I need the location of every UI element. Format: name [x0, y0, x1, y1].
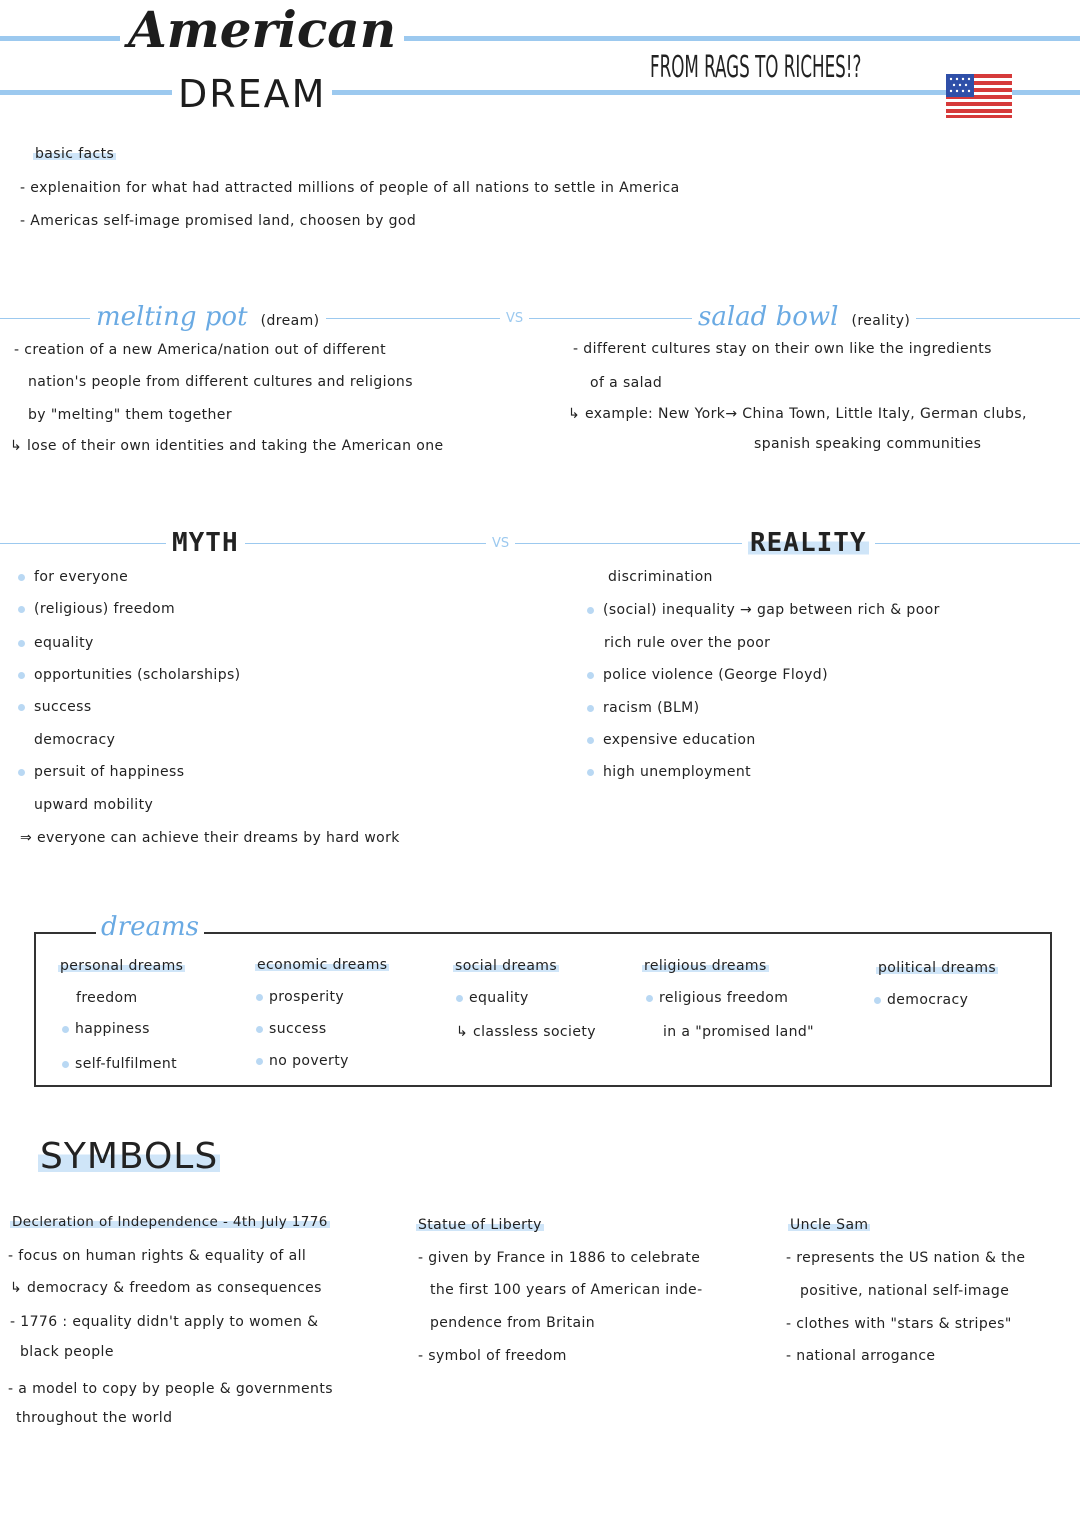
section-rule-myth: [0, 543, 1080, 544]
basic-facts-heading: basic facts: [35, 146, 115, 162]
reality-item: (social) inequality → gap between rich & poor: [587, 602, 940, 618]
salad-line: ↳ example: New York→ China Town, Little Italy, German clubs,: [568, 406, 1027, 422]
basic-fact-line: - Americas self-image promised land, choosen by god: [20, 213, 417, 229]
myth-item: for everyone: [18, 569, 128, 585]
reality-item: police violence (George Floyd): [587, 667, 828, 683]
declaration-title: Decleration of Independence - 4th July 1776: [12, 1214, 328, 1230]
uncle-sam-line: - national arrogance: [786, 1348, 936, 1364]
salad-bowl-title: salad bowl (reality): [692, 302, 916, 332]
uncle-sam-line: positive, national self-image: [800, 1283, 1010, 1299]
dream-item: in a "promised land": [663, 1024, 815, 1040]
dream-item: democracy: [874, 992, 968, 1008]
myth-conclusion: ⇒ everyone can achieve their dreams by hard work: [20, 830, 400, 846]
myth-item: democracy: [34, 732, 116, 748]
reality-heading: REALITY: [742, 528, 875, 558]
liberty-title: Statue of Liberty: [418, 1217, 542, 1233]
liberty-line: - given by France in 1886 to celebrate: [418, 1250, 701, 1266]
salad-line: of a salad: [590, 375, 663, 391]
title-american: American: [120, 0, 404, 59]
reality-item: racism (BLM): [587, 700, 700, 716]
dreams-label: dreams: [96, 912, 204, 942]
declaration-line: - 1776 : equality didn't apply to women &: [10, 1314, 319, 1330]
declaration-line: ↳ democracy & freedom as consequences: [10, 1280, 322, 1296]
dream-item: freedom: [76, 990, 138, 1006]
dream-column-title: religious dreams: [644, 958, 767, 974]
myth-item: persuit of happiness: [18, 764, 184, 780]
liberty-line: the first 100 years of American inde-: [430, 1282, 703, 1298]
reality-item: high unemployment: [587, 764, 751, 780]
vs-label: VS: [486, 536, 515, 551]
salad-line: spanish speaking communities: [754, 436, 982, 452]
dream-column-title: social dreams: [455, 958, 558, 974]
dream-item: success: [256, 1021, 327, 1037]
reality-item: discrimination: [608, 569, 713, 585]
declaration-line: - focus on human rights & equality of all: [8, 1248, 307, 1264]
melting-line: nation's people from different cultures and religions: [28, 374, 413, 390]
salad-line: - different cultures stay on their own like the ingredients: [573, 341, 992, 357]
vs-label: VS: [500, 311, 529, 326]
uncle-sam-line: - clothes with "stars & stripes": [786, 1316, 1012, 1332]
basic-fact-line: - explenaition for what had attracted millions of people of all nations to settle in America: [20, 180, 680, 196]
declaration-line: black people: [20, 1344, 114, 1360]
dream-item: prosperity: [256, 989, 344, 1005]
melting-line: - creation of a new America/nation out of different: [14, 342, 387, 358]
melting-line: by "melting" them together: [28, 407, 232, 423]
declaration-line: - a model to copy by people & governments: [8, 1381, 333, 1397]
melting-line: ↳ lose of their own identities and taking the American one: [10, 438, 444, 454]
dream-column-title: personal dreams: [60, 958, 184, 974]
myth-item: success: [18, 699, 92, 715]
dream-item: ↳ classless society: [456, 1024, 596, 1040]
dream-item: equality: [456, 990, 529, 1006]
dream-item: self-fulfilment: [62, 1056, 177, 1072]
reality-item: expensive education: [587, 732, 756, 748]
us-flag-icon: [946, 74, 1012, 118]
dream-item: happiness: [62, 1021, 150, 1037]
myth-item: opportunities (scholarships): [18, 667, 241, 683]
dream-column-title: economic dreams: [257, 957, 388, 973]
dream-item: religious freedom: [646, 990, 788, 1006]
liberty-line: pendence from Britain: [430, 1315, 596, 1331]
title-dream: DREAM: [172, 72, 332, 116]
dream-item: no poverty: [256, 1053, 349, 1069]
uncle-sam-title: Uncle Sam: [790, 1217, 869, 1233]
dream-column-title: political dreams: [878, 960, 997, 976]
melting-pot-title: melting pot (dream): [90, 302, 326, 332]
uncle-sam-line: - represents the US nation & the: [786, 1250, 1026, 1266]
dreams-box: [34, 932, 1052, 1087]
myth-item: equality: [18, 635, 94, 651]
header-rule-bottom: [0, 90, 1080, 95]
myth-item: upward mobility: [34, 797, 154, 813]
myth-heading: MYTH: [166, 528, 245, 558]
symbols-heading: SYMBOLS: [40, 1136, 219, 1177]
liberty-line: - symbol of freedom: [418, 1348, 567, 1364]
tagline: FROM RAGS TO RICHES!?: [650, 50, 862, 85]
myth-item: (religious) freedom: [18, 601, 175, 617]
declaration-line: throughout the world: [16, 1410, 173, 1426]
reality-item: rich rule over the poor: [604, 635, 771, 651]
